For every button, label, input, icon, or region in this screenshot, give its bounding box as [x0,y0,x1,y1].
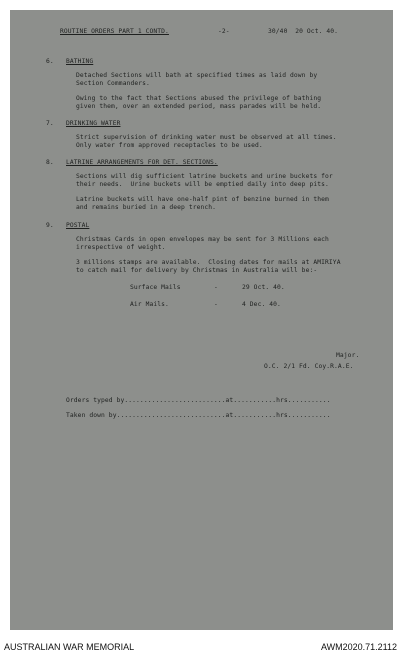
mail-type-label: Air Mails. [130,301,169,308]
section-number: 8. [46,159,54,166]
paragraph-line: Latrine buckets will have one-half pint of benzine burned in them [76,196,329,203]
mail-date-dash: - [214,301,218,308]
section-number: 7. [46,120,54,127]
paragraph-line: to catch mail for delivery by Christmas in Australia will be:- [76,267,318,274]
typed-document [10,10,393,630]
paragraph-line: Detached Sections will bath at specified times as laid down by [76,72,318,79]
mail-closing-date: 29 Oct. 40. [242,284,285,291]
paragraph-line: 3 millions stamps are available. Closing dates for mails at AMIRIYA [76,259,341,266]
paragraph-line: their needs. Urine buckets will be emptied daily into deep pits. [76,181,329,188]
section-heading: LATRINE ARRANGEMENTS FOR DET. SECTIONS. [66,159,218,166]
paragraph-line: Section Commanders. [76,80,150,87]
section-heading: POSTAL [66,222,90,229]
header-title: ROUTINE ORDERS PART 1 CONTD. [60,28,169,35]
orders-typed-line: Orders typed by..........................at...........hrs........... [66,397,331,404]
archive-caption: AUSTRALIAN WAR MEMORIAL [4,642,135,652]
accession-number: AWM2020.71.2112 [320,642,397,652]
paragraph-line: Strict supervision of drinking water must be observed at all times. [76,134,337,141]
header-page-number: -2- [218,28,230,35]
signature-rank: Major. [336,352,360,359]
paragraph-line: Sections will dig sufficient latrine buckets and urine buckets for [76,173,333,180]
header-reference-date: 30/40 20 Oct. 40. [268,28,339,35]
mail-closing-date: 4 Dec. 40. [242,301,281,308]
section-heading: DRINKING WATER [66,120,121,127]
document-sheet [10,10,393,630]
paragraph-line: Owing to the fact that Sections abused the privilege of bathing [76,95,322,102]
paragraph-line: given them, over an extended period, mass parades will be held. [76,103,322,110]
paragraph-line: Only water from approved receptacles to be used. [76,142,263,149]
mail-type-label: Surface Mails [130,284,181,291]
taken-down-line: Taken down by............................at...........hrs........... [66,412,331,419]
section-number: 6. [46,58,54,65]
section-number: 9. [46,222,54,229]
paragraph-line: Christmas Cards in open envelopes may be sent for 3 Millions each [76,236,329,243]
paragraph-line: and remains buried in a deep trench. [76,204,217,211]
paragraph-line: irrespective of weight. [76,244,166,251]
signature-title: O.C. 2/1 Fd. Coy.R.A.E. [264,363,354,370]
section-heading: BATHING [66,58,94,65]
mail-date-dash: - [214,284,218,291]
